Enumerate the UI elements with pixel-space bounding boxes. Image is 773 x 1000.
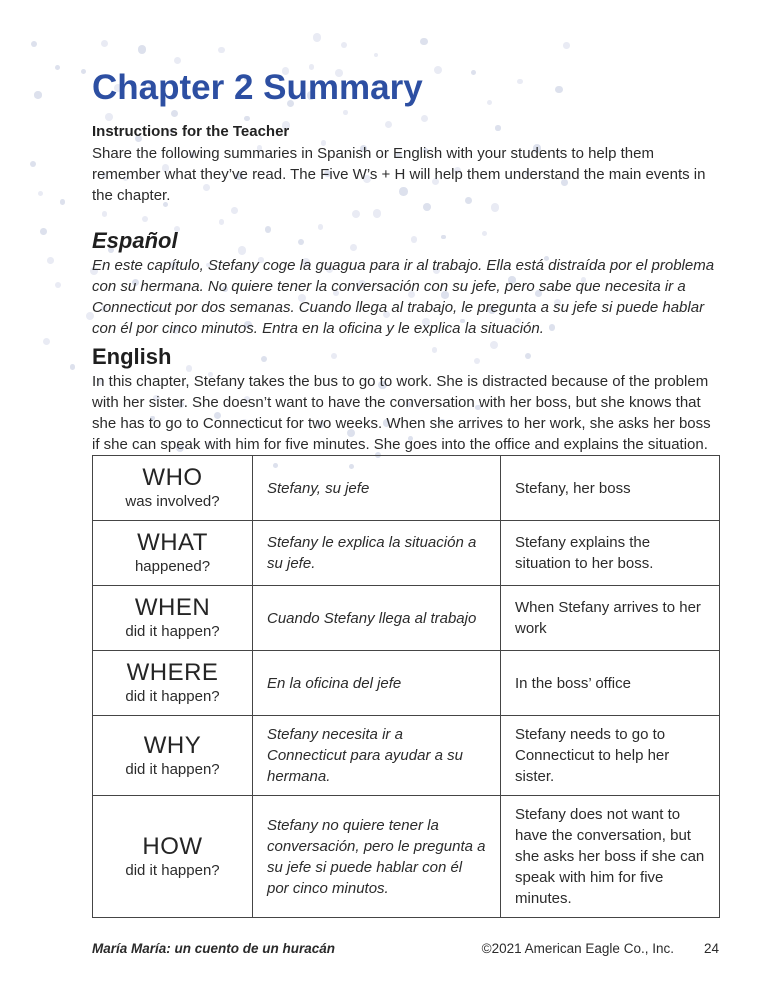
footer-page-number: 24 [703, 941, 719, 956]
table-row [93, 521, 720, 586]
english-summary-body: In this chapter, Stefany takes the bus to go to work. She is distracted because of the problem with her sister. She doesn’t want to have the conversation with her boss, but she knows that she has to go to Connecticut for two weeks. When she arrives to her work, she asks her boss if she can speak with him for five minutes. She goes into the office and explains the situation. [92, 373, 711, 453]
question-cell [93, 521, 253, 586]
table-row [93, 716, 720, 796]
spanish-summary-body: En este capítulo, Stefany coge la guagua para ir al trabajo. Ella está distraída por el problema con su hermana. No quiere tener la conversación con su jefe, pero sabe que necesita ir a Connecticut por dos semanas. Cuando llega al trabajo, le pregunta a su jefe si puede hablar con él por cinco minutos. Entra en la oficina y le explica la situación. [92, 257, 715, 337]
spanish-answer-cell: Stefany, su jefe [253, 456, 501, 521]
question-word: WHY [143, 731, 202, 759]
english-answer-cell: Stefany does not want to have the conversation, but she asks her boss if she can speak with him for five minutes. [501, 796, 720, 918]
spanish-answer-cell: Cuando Stefany llega al trabajo [253, 586, 501, 651]
question-cell [93, 586, 253, 651]
instructions-heading: Instructions for the Teacher [92, 123, 290, 140]
footer [92, 940, 719, 957]
question-word: WHERE [126, 659, 219, 686]
question-word: HOW [142, 832, 203, 860]
question-subtext: was involved? [125, 493, 220, 510]
question-subtext: did it happen? [125, 623, 220, 640]
table-row [93, 796, 720, 918]
table-row [93, 456, 720, 521]
spanish-answer-cell: En la oficina del jefe [253, 651, 501, 716]
question-cell [93, 456, 253, 521]
question-subtext: did it happen? [125, 861, 220, 879]
spanish-answer-cell: Stefany necesita ir a Connecticut para ayudar a su hermana. [253, 716, 501, 796]
footer-copyright: ©2021 American Eagle Co., Inc. [481, 941, 674, 956]
five-ws-table [92, 455, 720, 918]
english-answer-cell: Stefany explains the situation to her boss. [501, 521, 720, 586]
page-content [92, 0, 719, 918]
english-answer-cell: Stefany needs to go to Connecticut to help her sister. [501, 716, 720, 796]
instructions-body: Share the following summaries in Spanish or English with your students to help them remember what they’ve read. The Five W’s + H will help them understand the main events in the chapter. [92, 145, 706, 204]
question-word: WHAT [137, 529, 208, 556]
english-answer-cell: When Stefany arrives to her work [501, 586, 720, 651]
spanish-section-heading: Español [92, 228, 178, 253]
question-subtext: did it happen? [125, 760, 220, 778]
question-cell [93, 651, 253, 716]
question-word: WHEN [134, 594, 211, 621]
spanish-answer-cell: Stefany le explica la situación a su jefe. [253, 521, 501, 586]
page-title: Chapter 2 Summary [92, 68, 423, 107]
question-word: WHO [142, 464, 203, 491]
question-cell [93, 716, 253, 796]
spanish-answer-cell: Stefany no quiere tener la conversación, pero le pregunta a su jefe si puede hablar con él por cinco minutos. [253, 796, 501, 918]
question-subtext: did it happen? [125, 688, 220, 705]
table-row [93, 586, 720, 651]
english-answer-cell: Stefany, her boss [501, 456, 720, 521]
footer-book-title: María María: un cuento de un huracán [92, 941, 336, 956]
table-row [93, 651, 720, 716]
english-answer-cell: In the boss’ office [501, 651, 720, 716]
english-section-heading: English [92, 344, 172, 369]
question-subtext: happened? [134, 558, 211, 575]
question-cell [93, 796, 253, 918]
